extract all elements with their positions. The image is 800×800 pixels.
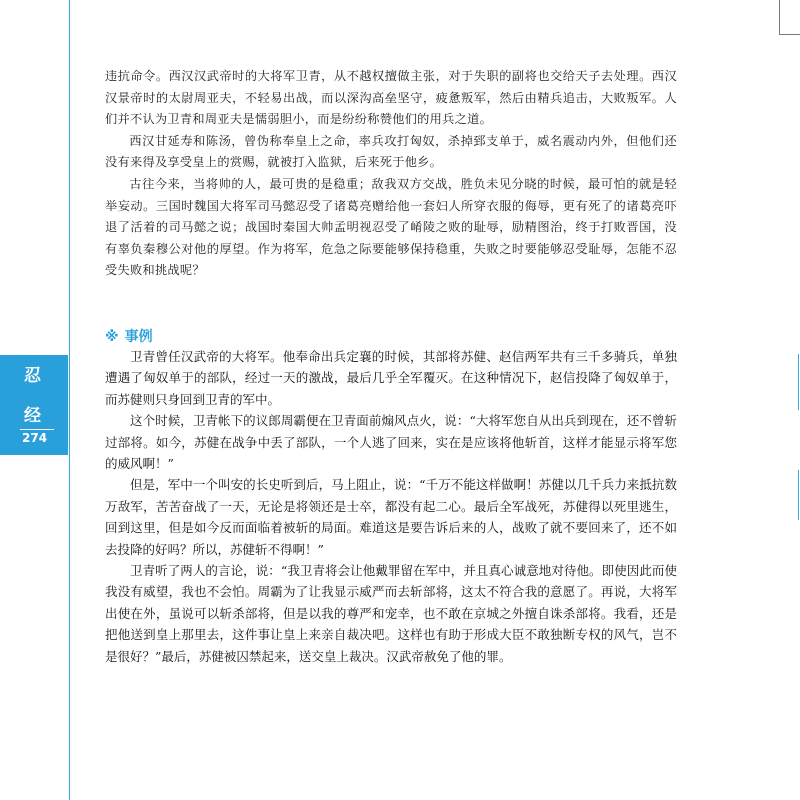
continued-text bbox=[105, 66, 677, 282]
paragraph: 西汉甘延寿和陈汤，曾伪称奉皇上之命，率兵攻打匈奴，杀掉郅支单于，威名震动内外，但他们还没有来得及享受皇上的赏赐，就被打入监狱，后来死于他乡。 bbox=[105, 133, 677, 170]
paragraph: 这个时候，卫青帐下的议郎周霸便在卫青面前煽风点火，说：“大将军您自从出兵到现在，还不曾斩过部将。如今，苏健在战争中丢了部队，一个人逃了回来，实在是应该将他斩首，这样才能显示将军您的威风啊！” bbox=[105, 413, 677, 472]
section-title: 事例 bbox=[124, 329, 153, 345]
paragraph: 卫青听了两人的言论，说：“我卫青将会让他戴罪留在军中，并且真心诚意地对待他。即使因此而使我没有威望，我也不会怕。周霸为了让我显示威严而去斩部将，这太不符合我的意愿了。再说，大将军出使在外，虽说可以斩杀部将，但是以我的尊严和宠幸，也不敢在京城之外擅自诛杀部将。我看，还是把他送到皇上那里去，这件事让皇上来亲自裁决吧。这样也有助于形成大臣不敢独断专权的风气，岂不是很好？”最后，苏健被囚禁起来，送交皇上裁决。汉武帝赦免了他的罪。 bbox=[105, 563, 677, 664]
edge-mark bbox=[798, 470, 799, 520]
paragraph: 但是，军中一个叫安的长史听到后，马上阻止，说：“千万不能这样做啊！苏健以几千兵力来抵抗数万敌军，苦苦奋战了一天，无论是将领还是士卒，都没有起二心。最后全军战死，苏健得以死里逃生，回到这里，但是如今反而面临着被斩的局面。难道这是要告诉后来的人，战败了就不要回来了，还不如去投降的好吗？所以，苏健斩不得啊！” bbox=[105, 477, 677, 557]
paragraph: 卫青曾任汉武帝的大将军。他奉命出兵定襄的时候，其部将苏健、赵信两军共有三千多骑兵，单独遭遇了匈奴单于的部队，经过一天的激战，最后几乎全军覆灭。在这种情况下，赵信投降了匈奴单于，而苏健则只身回到卫青的军中。 bbox=[105, 349, 677, 407]
paragraph: 违抗命令。西汉汉武帝时的大将军卫青，从不越权擅做主张，对于失职的副将也交给天子去处理。西汉汉景帝时的太尉周亚夫，不轻易出战，而以深沟高垒坚守，疲惫叛军，然后由精兵追击，大败叛军。人们并不认为卫青和周亚夫是懦弱胆小，而是纷纷称赞他们的用兵之道。 bbox=[105, 69, 677, 127]
crop-mark bbox=[780, 0, 800, 40]
paragraph: 古往今来，当将帅的人，最可贵的是稳重；敌我双方交战，胜负未见分晓的时候，最可怕的就是轻举妄动。三国时魏国大将军司马懿忍受了诸葛亮赠给他一套妇人所穿衣服的侮辱，更有死了的诸葛亮吓退了活着的司马懿之说；战国时秦国大帅孟明视忍受了崤陵之败的耻辱，励精图治，终于打败晋国，没有辜负秦穆公对他的厚望。作为将军，危急之际要能够保持稳重，失败之时要能够忍受耻辱，怎能不忍受失败和挑战呢？ bbox=[105, 176, 677, 278]
example-text bbox=[105, 346, 677, 667]
side-tab bbox=[0, 355, 68, 455]
side-tab-char-2: 经 bbox=[24, 406, 41, 426]
section-heading bbox=[105, 326, 153, 346]
reference-mark-icon: ※ bbox=[105, 329, 119, 345]
page-number: 274 bbox=[22, 431, 48, 445]
side-tab-char-1: 忍 bbox=[24, 366, 41, 386]
margin-rule bbox=[69, 0, 70, 800]
side-tab-rule bbox=[20, 429, 54, 430]
edge-mark bbox=[798, 354, 799, 410]
